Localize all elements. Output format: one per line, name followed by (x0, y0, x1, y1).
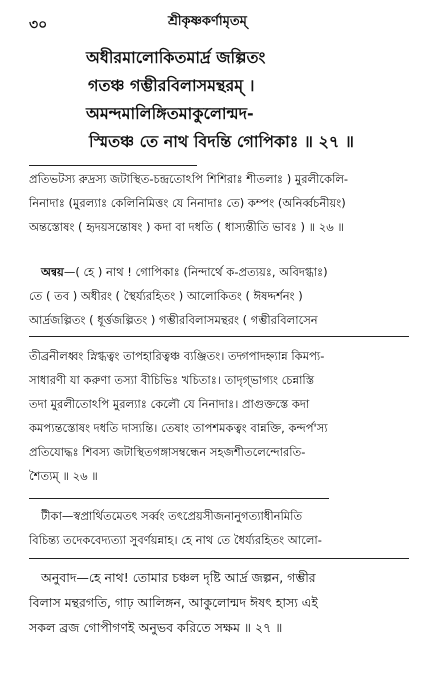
anvaya-section (29, 260, 409, 332)
verse-line: অধীরমালোকিতমার্দ্র জল্পিতং (86, 48, 266, 67)
page-number: ৩০ (29, 17, 48, 33)
text-line: —( হে ) নাথ ! গোপিকাঃ (নিন্দার্থে ক-প্রত্যয়ঃ, অবিদগ্ধাঃ) (63, 265, 328, 279)
translation-section (29, 565, 409, 640)
commentary-lower (29, 344, 409, 488)
text-line: বিলাস মন্থরগতি, গাঢ় আলিঙ্গন, আকুলোন্মদ ঈষৎ হাস্য এই (29, 595, 318, 610)
text-line: সকল ব্রজ গোপীগণই অনুভব করিতে সক্ষম ॥ ২৭ ॥ (29, 620, 283, 635)
text-line: তদা মুরলীতোঽপি মুরল্যাঃ কেলৌ যে নিনাদাঃ। প্রাগুক্তস্তে কদা (29, 397, 310, 411)
text-line: নিনাদাঃ (মুরল্যাঃ কেলিনিমিত্তং যে নিনাদাঃ তে) কম্পং (অনির্ব্বচনীয়ং) (29, 196, 346, 210)
verse-line: অমন্দমালিঙ্গিতমাকুলোন্মদ- (86, 104, 254, 123)
text-line: বিচিন্ত্য তদেকবেদ্যত্যা সুবর্ণয়ন্নাহ। হে নাথ তে ধৈর্য্যরহিতং আলো- (29, 533, 322, 547)
text-line: প্রতিভটস্য রুদ্রস্য জটাস্থিত-চন্দ্রতোঽপি শিশিরাঃ শীতলাঃ ) মুরলীকেলি- (29, 172, 349, 186)
verse-line: স্মিতঞ্চ তে নাথ বিদন্তি গোপিকাঃ ॥ ২৭ ॥ (89, 132, 354, 151)
text-line: তে ( তব ) অধীরং ( স্থৈর্য্যরহিতং ) আলোকিতং ( ঈষদ্দর্শনং ) (29, 289, 303, 303)
verse-line: গতঞ্চ গম্ভীরবিলাসমন্থরম্ । (88, 76, 255, 95)
text-line: তীব্রনীলধ্বং স্নিগ্ধত্বং তাপহারিত্বঞ্চ ব্যঞ্জিতং। তদ্গপাদহ্ন্যান্ন কিমপ্য- (29, 349, 325, 363)
text-line: সাধারণী যা করুণা তস্যা বীচিভিঃ খচিতাঃ। তাদৃগ্‌ভাগ্যং চেন্নাস্তি (29, 373, 314, 387)
text-line: শৈত্যম্ ॥ ২৬ ॥ (29, 469, 98, 483)
anvaya-label: অন্বয় (41, 265, 64, 279)
running-title: শ্রীকৃষ্ণকর্ণামৃতম্ (168, 14, 247, 29)
text-line: অন্তস্তোষং ( হৃদয়সন্তোষং ) কদা বা দধতি ( ধাস্যন্তীতি ভাবঃ ) ॥ ২৬ ॥ (29, 220, 344, 234)
commentary-upper (29, 167, 409, 239)
divider (29, 165, 197, 166)
text-line: কমপ্যন্তস্তোষং দধতি দাস্যন্তি। তেষাং তাপশমকত্বং বান্নক্তি, কন্দর্প'স্য (29, 421, 328, 435)
text-line: প্রতিযোদ্ধঃ শিবস্য জটাস্থিতগঙ্গাসম্বন্ধেন সহজশীতলেন্দোরতি- (29, 445, 306, 459)
text-line: অনুবাদ—হে নাথ! তোমার চঞ্চল দৃষ্টি আর্দ্র জল্পন, গম্ভীর (41, 570, 316, 585)
divider (29, 558, 409, 559)
text-line: আর্দ্রজল্পিতং ( ধূর্ত্তজল্পিতং ) গম্ভীরবিলাসমন্থরং ( গম্ভীরবিলাসেন (29, 313, 318, 327)
tika-section (29, 504, 409, 552)
text-line: টীকা—স্বপ্রার্থিতমেতৎ সর্ব্বং তৎপ্রেয়সীজনানুগত্যাধীনমিতি (41, 509, 303, 523)
divider (29, 498, 329, 499)
divider (29, 336, 409, 337)
